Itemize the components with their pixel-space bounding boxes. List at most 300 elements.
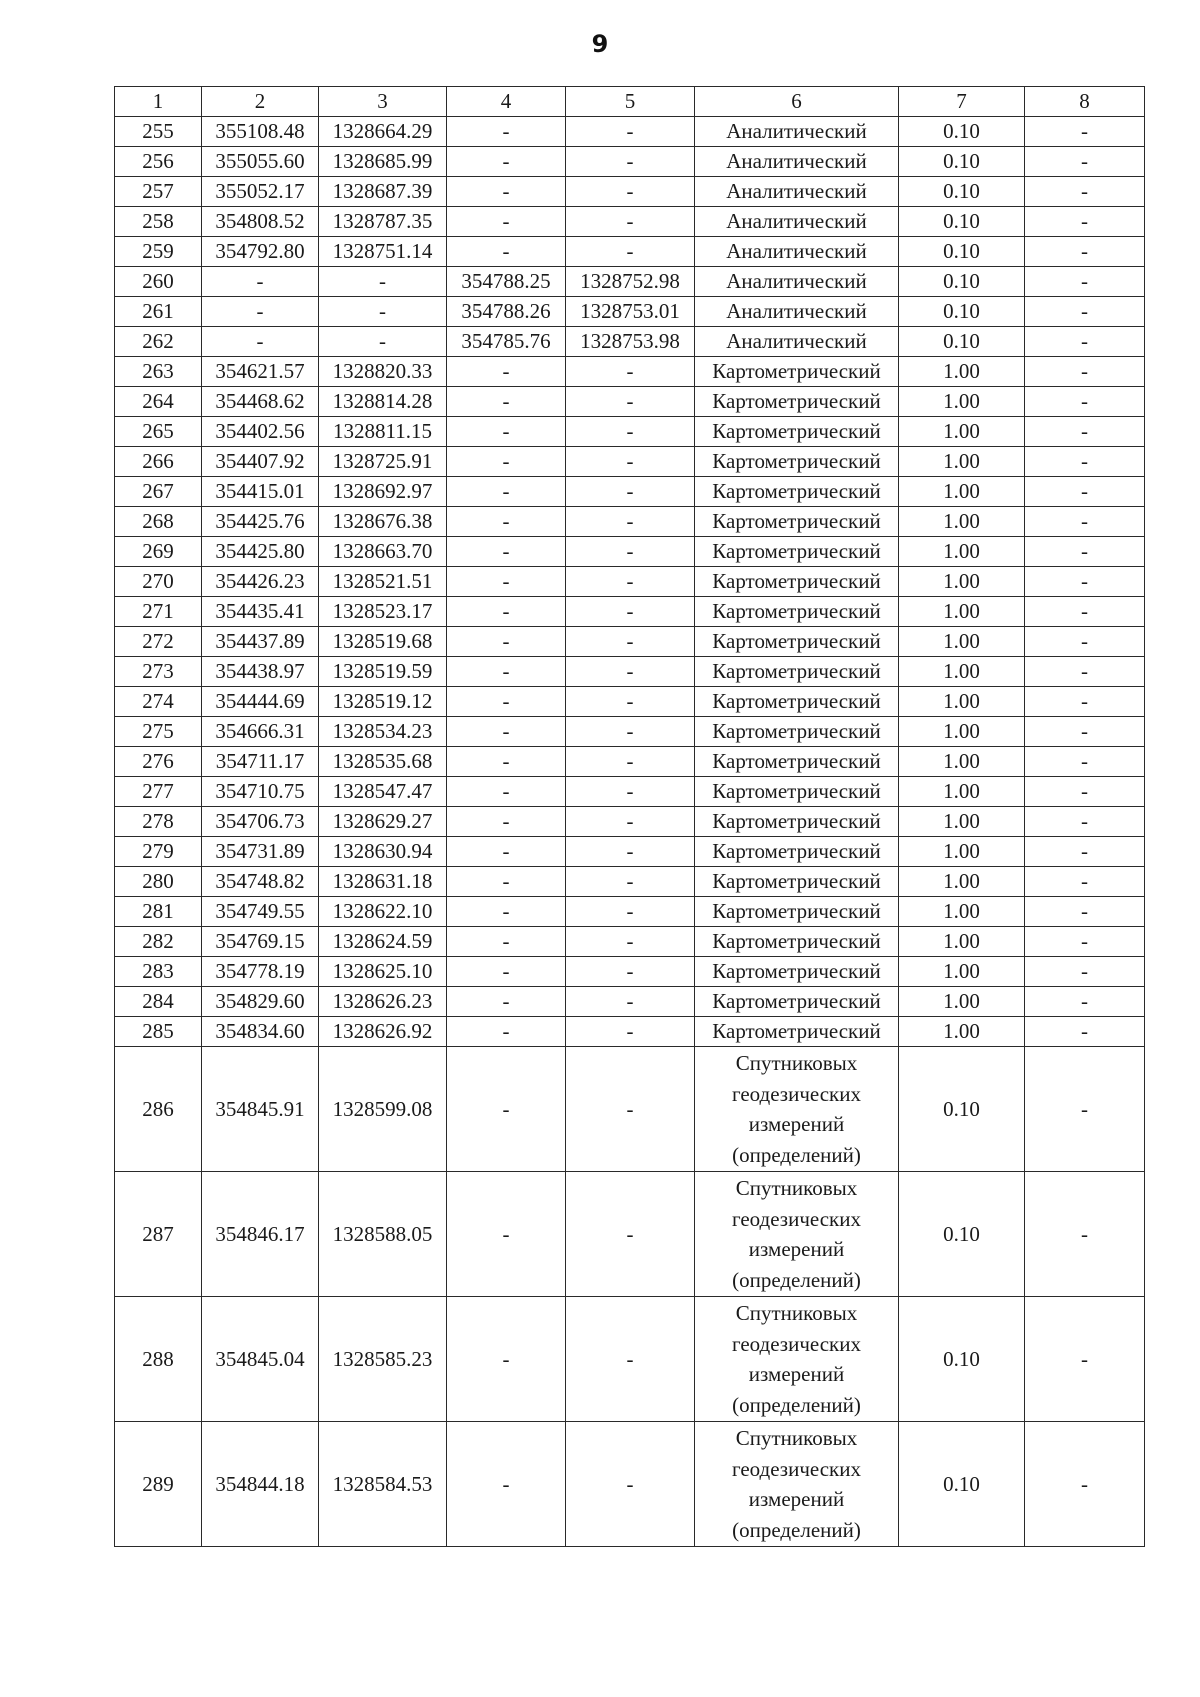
- point-number-cell: 261: [115, 297, 202, 327]
- y-new-cell: -: [566, 717, 695, 747]
- accuracy-cell: 1.00: [899, 897, 1025, 927]
- point-number-cell: 282: [115, 927, 202, 957]
- y-existing-cell: 1328631.18: [319, 867, 447, 897]
- accuracy-cell: 1.00: [899, 837, 1025, 867]
- note-cell: -: [1025, 687, 1145, 717]
- x-new-cell: -: [447, 657, 566, 687]
- x-new-cell: -: [447, 837, 566, 867]
- table-row: [115, 987, 1145, 1017]
- method-cell: Картометрический: [695, 927, 899, 957]
- table-row: [115, 1017, 1145, 1047]
- table-row: [115, 477, 1145, 507]
- column-header: 7: [899, 87, 1025, 117]
- method-cell: Картометрический: [695, 597, 899, 627]
- table-row: [115, 1297, 1145, 1422]
- method-cell: Картометрический: [695, 957, 899, 987]
- table-row: [115, 417, 1145, 447]
- method-cell: Аналитический: [695, 297, 899, 327]
- column-header: 3: [319, 87, 447, 117]
- y-existing-cell: 1328814.28: [319, 387, 447, 417]
- x-existing-cell: 354415.01: [202, 477, 319, 507]
- note-cell: -: [1025, 477, 1145, 507]
- x-new-cell: -: [447, 777, 566, 807]
- method-cell: Аналитический: [695, 117, 899, 147]
- y-existing-cell: 1328519.68: [319, 627, 447, 657]
- x-new-cell: -: [447, 717, 566, 747]
- x-new-cell: -: [447, 1017, 566, 1047]
- y-existing-cell: 1328535.68: [319, 747, 447, 777]
- x-new-cell: -: [447, 447, 566, 477]
- y-new-cell: -: [566, 447, 695, 477]
- column-header: 8: [1025, 87, 1145, 117]
- point-number-cell: 275: [115, 717, 202, 747]
- y-existing-cell: 1328629.27: [319, 807, 447, 837]
- method-cell: Картометрический: [695, 837, 899, 867]
- method-line: геодезических: [731, 1456, 861, 1481]
- point-number-cell: 288: [115, 1297, 202, 1422]
- accuracy-cell: 1.00: [899, 357, 1025, 387]
- note-cell: -: [1025, 1172, 1145, 1297]
- y-existing-cell: 1328820.33: [319, 357, 447, 387]
- y-new-cell: -: [566, 1422, 695, 1547]
- note-cell: -: [1025, 837, 1145, 867]
- y-existing-cell: 1328725.91: [319, 447, 447, 477]
- x-existing-cell: 354706.73: [202, 807, 319, 837]
- y-new-cell: -: [566, 987, 695, 1017]
- table-row: [115, 1172, 1145, 1297]
- x-new-cell: -: [447, 1422, 566, 1547]
- table-header-row: [115, 87, 1145, 117]
- accuracy-cell: 0.10: [899, 1297, 1025, 1422]
- note-cell: -: [1025, 267, 1145, 297]
- y-new-cell: -: [566, 687, 695, 717]
- method-cell: [695, 1297, 899, 1422]
- point-number-cell: 258: [115, 207, 202, 237]
- x-existing-cell: 354621.57: [202, 357, 319, 387]
- accuracy-cell: 1.00: [899, 987, 1025, 1017]
- method-cell: Аналитический: [695, 267, 899, 297]
- accuracy-cell: 1.00: [899, 807, 1025, 837]
- accuracy-cell: 1.00: [899, 777, 1025, 807]
- y-new-cell: -: [566, 417, 695, 447]
- accuracy-cell: 1.00: [899, 537, 1025, 567]
- x-existing-cell: 354425.76: [202, 507, 319, 537]
- method-line: Спутниковых: [735, 1176, 858, 1200]
- accuracy-cell: 1.00: [899, 687, 1025, 717]
- x-existing-cell: 354846.17: [202, 1172, 319, 1297]
- table-row: [115, 717, 1145, 747]
- accuracy-cell: 1.00: [899, 717, 1025, 747]
- table-row: [115, 657, 1145, 687]
- point-number-cell: 281: [115, 897, 202, 927]
- method-line: геодезических: [731, 1081, 861, 1106]
- table-row: [115, 1047, 1145, 1172]
- note-cell: -: [1025, 897, 1145, 927]
- x-existing-cell: 354731.89: [202, 837, 319, 867]
- y-existing-cell: 1328626.92: [319, 1017, 447, 1047]
- note-cell: -: [1025, 597, 1145, 627]
- y-new-cell: -: [566, 837, 695, 867]
- point-number-cell: 260: [115, 267, 202, 297]
- accuracy-cell: 1.00: [899, 387, 1025, 417]
- x-existing-cell: 354748.82: [202, 867, 319, 897]
- x-existing-cell: 354435.41: [202, 597, 319, 627]
- accuracy-cell: 1.00: [899, 1017, 1025, 1047]
- accuracy-cell: 1.00: [899, 957, 1025, 987]
- point-number-cell: 278: [115, 807, 202, 837]
- column-header: 2: [202, 87, 319, 117]
- method-line: (определений): [732, 1142, 861, 1167]
- y-new-cell: -: [566, 1297, 695, 1422]
- y-new-cell: -: [566, 357, 695, 387]
- y-new-cell: -: [566, 807, 695, 837]
- y-new-cell: -: [566, 237, 695, 267]
- y-new-cell: -: [566, 117, 695, 147]
- point-number-cell: 276: [115, 747, 202, 777]
- x-existing-cell: 354749.55: [202, 897, 319, 927]
- y-new-cell: -: [566, 507, 695, 537]
- y-new-cell: 1328753.98: [566, 327, 695, 357]
- accuracy-cell: 0.10: [899, 1422, 1025, 1547]
- y-existing-cell: 1328534.23: [319, 717, 447, 747]
- accuracy-cell: 0.10: [899, 117, 1025, 147]
- table-body: [115, 117, 1145, 1547]
- table-row: [115, 297, 1145, 327]
- table-row: [115, 327, 1145, 357]
- y-existing-cell: 1328547.47: [319, 777, 447, 807]
- x-existing-cell: 354437.89: [202, 627, 319, 657]
- y-existing-cell: 1328523.17: [319, 597, 447, 627]
- y-new-cell: -: [566, 747, 695, 777]
- column-header: 6: [695, 87, 899, 117]
- table-row: [115, 207, 1145, 237]
- method-cell: [695, 1422, 899, 1547]
- point-number-cell: 279: [115, 837, 202, 867]
- table-row: [115, 597, 1145, 627]
- x-existing-cell: 354438.97: [202, 657, 319, 687]
- y-new-cell: -: [566, 957, 695, 987]
- x-new-cell: -: [447, 1297, 566, 1422]
- y-existing-cell: 1328622.10: [319, 897, 447, 927]
- point-number-cell: 272: [115, 627, 202, 657]
- x-new-cell: -: [447, 537, 566, 567]
- point-number-cell: 256: [115, 147, 202, 177]
- table-row: [115, 447, 1145, 477]
- point-number-cell: 286: [115, 1047, 202, 1172]
- point-number-cell: 255: [115, 117, 202, 147]
- method-cell: Картометрический: [695, 867, 899, 897]
- accuracy-cell: 1.00: [899, 627, 1025, 657]
- point-number-cell: 259: [115, 237, 202, 267]
- x-existing-cell: 354778.19: [202, 957, 319, 987]
- y-new-cell: 1328752.98: [566, 267, 695, 297]
- y-new-cell: -: [566, 477, 695, 507]
- x-existing-cell: 354468.62: [202, 387, 319, 417]
- table-row: [115, 387, 1145, 417]
- y-existing-cell: 1328676.38: [319, 507, 447, 537]
- method-line: измерений: [748, 1112, 845, 1136]
- column-header: 5: [566, 87, 695, 117]
- x-new-cell: -: [447, 1172, 566, 1297]
- x-existing-cell: -: [202, 267, 319, 297]
- x-new-cell: -: [447, 237, 566, 267]
- y-new-cell: -: [566, 1172, 695, 1297]
- accuracy-cell: 0.10: [899, 1172, 1025, 1297]
- table-row: [115, 747, 1145, 777]
- method-cell: [695, 1047, 899, 1172]
- x-new-cell: -: [447, 927, 566, 957]
- x-new-cell: -: [447, 687, 566, 717]
- method-cell: Картометрический: [695, 537, 899, 567]
- y-existing-cell: -: [319, 267, 447, 297]
- point-number-cell: 266: [115, 447, 202, 477]
- x-new-cell: -: [447, 357, 566, 387]
- note-cell: -: [1025, 147, 1145, 177]
- y-new-cell: -: [566, 567, 695, 597]
- method-cell: Картометрический: [695, 747, 899, 777]
- note-cell: -: [1025, 387, 1145, 417]
- accuracy-cell: 0.10: [899, 327, 1025, 357]
- point-number-cell: 265: [115, 417, 202, 447]
- column-header: 1: [115, 87, 202, 117]
- x-new-cell: -: [447, 747, 566, 777]
- accuracy-cell: 0.10: [899, 1047, 1025, 1172]
- table-row: [115, 777, 1145, 807]
- note-cell: -: [1025, 447, 1145, 477]
- method-cell: Картометрический: [695, 507, 899, 537]
- x-new-cell: -: [447, 147, 566, 177]
- method-line: Спутниковых: [735, 1426, 858, 1450]
- method-cell: Картометрический: [695, 627, 899, 657]
- y-new-cell: -: [566, 537, 695, 567]
- point-number-cell: 283: [115, 957, 202, 987]
- table-row: [115, 897, 1145, 927]
- accuracy-cell: 0.10: [899, 297, 1025, 327]
- y-existing-cell: 1328599.08: [319, 1047, 447, 1172]
- point-number-cell: 289: [115, 1422, 202, 1547]
- y-new-cell: -: [566, 777, 695, 807]
- point-number-cell: 273: [115, 657, 202, 687]
- y-existing-cell: 1328685.99: [319, 147, 447, 177]
- point-number-cell: 274: [115, 687, 202, 717]
- table-row: [115, 267, 1145, 297]
- accuracy-cell: 0.10: [899, 207, 1025, 237]
- note-cell: -: [1025, 867, 1145, 897]
- note-cell: -: [1025, 327, 1145, 357]
- table-row: [115, 507, 1145, 537]
- note-cell: -: [1025, 507, 1145, 537]
- accuracy-cell: 0.10: [899, 147, 1025, 177]
- y-existing-cell: 1328521.51: [319, 567, 447, 597]
- method-line: измерений: [748, 1237, 845, 1261]
- note-cell: -: [1025, 537, 1145, 567]
- y-existing-cell: 1328584.53: [319, 1422, 447, 1547]
- method-cell: Картометрический: [695, 567, 899, 597]
- y-existing-cell: 1328519.59: [319, 657, 447, 687]
- point-number-cell: 284: [115, 987, 202, 1017]
- x-existing-cell: 354711.17: [202, 747, 319, 777]
- x-existing-cell: 354829.60: [202, 987, 319, 1017]
- method-line: (определений): [732, 1517, 861, 1542]
- x-existing-cell: 355108.48: [202, 117, 319, 147]
- y-existing-cell: 1328519.12: [319, 687, 447, 717]
- point-number-cell: 277: [115, 777, 202, 807]
- method-cell: Картометрический: [695, 777, 899, 807]
- x-new-cell: -: [447, 957, 566, 987]
- y-existing-cell: 1328626.23: [319, 987, 447, 1017]
- y-existing-cell: 1328630.94: [319, 837, 447, 867]
- y-new-cell: -: [566, 897, 695, 927]
- x-new-cell: -: [447, 897, 566, 927]
- x-new-cell: -: [447, 1047, 566, 1172]
- note-cell: -: [1025, 747, 1145, 777]
- y-existing-cell: 1328625.10: [319, 957, 447, 987]
- table-row: [115, 837, 1145, 867]
- x-existing-cell: 355052.17: [202, 177, 319, 207]
- table-row: [115, 1422, 1145, 1547]
- method-line: геодезических: [731, 1206, 861, 1231]
- note-cell: -: [1025, 297, 1145, 327]
- table-row: [115, 147, 1145, 177]
- x-existing-cell: 355055.60: [202, 147, 319, 177]
- method-cell: Картометрический: [695, 687, 899, 717]
- x-new-cell: -: [447, 417, 566, 447]
- note-cell: -: [1025, 627, 1145, 657]
- note-cell: -: [1025, 117, 1145, 147]
- method-line: измерений: [748, 1362, 845, 1386]
- y-existing-cell: -: [319, 297, 447, 327]
- y-new-cell: 1328753.01: [566, 297, 695, 327]
- x-new-cell: -: [447, 387, 566, 417]
- note-cell: -: [1025, 927, 1145, 957]
- x-existing-cell: 354710.75: [202, 777, 319, 807]
- x-new-cell: -: [447, 507, 566, 537]
- x-existing-cell: 354834.60: [202, 1017, 319, 1047]
- accuracy-cell: 1.00: [899, 477, 1025, 507]
- y-new-cell: -: [566, 927, 695, 957]
- x-existing-cell: 354444.69: [202, 687, 319, 717]
- note-cell: -: [1025, 657, 1145, 687]
- note-cell: -: [1025, 807, 1145, 837]
- table-row: [115, 117, 1145, 147]
- y-existing-cell: 1328585.23: [319, 1297, 447, 1422]
- y-new-cell: -: [566, 1047, 695, 1172]
- point-number-cell: 287: [115, 1172, 202, 1297]
- accuracy-cell: 0.10: [899, 237, 1025, 267]
- table-row: [115, 357, 1145, 387]
- accuracy-cell: 1.00: [899, 507, 1025, 537]
- method-cell: Картометрический: [695, 807, 899, 837]
- x-new-cell: -: [447, 117, 566, 147]
- x-existing-cell: 354407.92: [202, 447, 319, 477]
- x-new-cell: -: [447, 597, 566, 627]
- x-new-cell: -: [447, 987, 566, 1017]
- method-cell: Аналитический: [695, 327, 899, 357]
- accuracy-cell: 1.00: [899, 567, 1025, 597]
- x-existing-cell: -: [202, 327, 319, 357]
- note-cell: -: [1025, 1422, 1145, 1547]
- y-existing-cell: 1328624.59: [319, 927, 447, 957]
- y-new-cell: -: [566, 867, 695, 897]
- y-existing-cell: 1328787.35: [319, 207, 447, 237]
- x-existing-cell: 354845.91: [202, 1047, 319, 1172]
- x-new-cell: -: [447, 627, 566, 657]
- x-new-cell: -: [447, 867, 566, 897]
- accuracy-cell: 1.00: [899, 747, 1025, 777]
- x-existing-cell: 354845.04: [202, 1297, 319, 1422]
- point-number-cell: 280: [115, 867, 202, 897]
- coordinates-table: [114, 86, 1145, 1547]
- y-new-cell: -: [566, 657, 695, 687]
- accuracy-cell: 0.10: [899, 267, 1025, 297]
- note-cell: -: [1025, 177, 1145, 207]
- note-cell: -: [1025, 957, 1145, 987]
- point-number-cell: 263: [115, 357, 202, 387]
- y-existing-cell: 1328811.15: [319, 417, 447, 447]
- x-new-cell: -: [447, 477, 566, 507]
- note-cell: -: [1025, 1047, 1145, 1172]
- accuracy-cell: 1.00: [899, 657, 1025, 687]
- method-cell: Картометрический: [695, 447, 899, 477]
- x-new-cell: -: [447, 207, 566, 237]
- x-new-cell: 354788.25: [447, 267, 566, 297]
- method-cell: Картометрический: [695, 717, 899, 747]
- table-row: [115, 807, 1145, 837]
- x-existing-cell: 354666.31: [202, 717, 319, 747]
- y-new-cell: -: [566, 1017, 695, 1047]
- y-existing-cell: 1328687.39: [319, 177, 447, 207]
- table-row: [115, 687, 1145, 717]
- point-number-cell: 264: [115, 387, 202, 417]
- x-existing-cell: 354792.80: [202, 237, 319, 267]
- accuracy-cell: 1.00: [899, 417, 1025, 447]
- method-cell: Картометрический: [695, 357, 899, 387]
- accuracy-cell: 0.10: [899, 177, 1025, 207]
- method-cell: Картометрический: [695, 417, 899, 447]
- y-new-cell: -: [566, 387, 695, 417]
- y-new-cell: -: [566, 627, 695, 657]
- point-number-cell: 271: [115, 597, 202, 627]
- accuracy-cell: 1.00: [899, 447, 1025, 477]
- note-cell: -: [1025, 1017, 1145, 1047]
- point-number-cell: 257: [115, 177, 202, 207]
- x-new-cell: 354785.76: [447, 327, 566, 357]
- table-row: [115, 927, 1145, 957]
- point-number-cell: 262: [115, 327, 202, 357]
- x-new-cell: 354788.26: [447, 297, 566, 327]
- point-number-cell: 268: [115, 507, 202, 537]
- note-cell: -: [1025, 357, 1145, 387]
- accuracy-cell: 1.00: [899, 927, 1025, 957]
- point-number-cell: 267: [115, 477, 202, 507]
- method-cell: Аналитический: [695, 177, 899, 207]
- method-line: Спутниковых: [735, 1301, 858, 1325]
- note-cell: -: [1025, 417, 1145, 447]
- x-existing-cell: 354769.15: [202, 927, 319, 957]
- method-line: измерений: [748, 1487, 845, 1511]
- point-number-cell: 270: [115, 567, 202, 597]
- x-existing-cell: 354425.80: [202, 537, 319, 567]
- method-cell: [695, 1172, 899, 1297]
- page-number: 9: [591, 30, 609, 58]
- column-header: 4: [447, 87, 566, 117]
- y-existing-cell: 1328664.29: [319, 117, 447, 147]
- note-cell: -: [1025, 777, 1145, 807]
- method-cell: Аналитический: [695, 147, 899, 177]
- table-row: [115, 867, 1145, 897]
- x-new-cell: -: [447, 807, 566, 837]
- note-cell: -: [1025, 987, 1145, 1017]
